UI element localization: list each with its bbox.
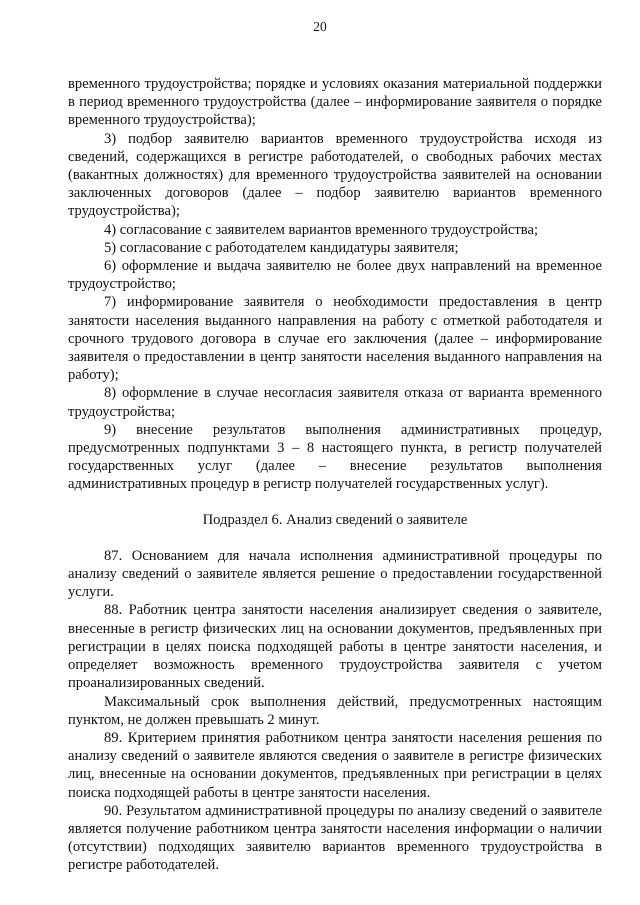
paragraph-item-5: 5) согласование с работодателем кандидатуры заявителя; — [104, 239, 459, 256]
paragraph-89: 89. Критерием принятия работником центра занятости населения решения по анализу сведений о заявителе являются сведения о заявителе в регистре физических лиц, внесенные на основании документов, предъявленных при регистрации в целях поиска подходящей работы в центре занятости населения. — [68, 729, 602, 801]
paragraph-item-9: 9) внесение результатов выполнения административных процедур, предусмотренных подпунктами 3 – 8 настоящего пункта, в регистр получателей государственных услуг (далее – внесение результатов выполнения административных процедур в регистр получателей государственных услуг). — [68, 421, 602, 493]
paragraph-continuation: временного трудоустройства; порядке и условиях оказания материальной поддержки в период временного трудоустройства (далее – информирование заявителя о порядке временного трудоустройства); — [68, 76, 602, 129]
paragraph-88-deadline: Максимальный срок выполнения действий, предусмотренных настоящим пунктом, не должен превышать 2 минут. — [68, 693, 602, 728]
page-number: 20 — [313, 19, 327, 34]
paragraph-item-6: 6) оформление и выдача заявителю не более двух направлений на временное трудоустройство; — [68, 258, 602, 293]
paragraph-87: 87. Основанием для начала исполнения административной процедуры по анализу сведений о заявителе является решение о предоставлении государственной услуги. — [68, 547, 602, 601]
paragraph-item-4: 4) согласование с заявителем вариантов временного трудоустройства; — [104, 221, 539, 238]
paragraph-item-8: 8) оформление в случае несогласия заявителя отказа от варианта временного трудоустройства; — [68, 385, 602, 420]
paragraph-item-3: 3) подбор заявителю вариантов временного трудоустройства исходя из сведений, содержащихся в регистре работодателей, о свободных рабочих местах (вакантных должностях) для временного трудоустройства заявителей на основании заключенных договоров (далее – подбор заявителю вариантов временного трудоустройства); — [68, 130, 602, 220]
document-body — [68, 75, 602, 875]
section-heading: Подраздел 6. Анализ сведений о заявителе — [202, 511, 468, 528]
paragraph-88: 88. Работник центра занятости населения анализирует сведения о заявителе, внесенные в регистр физических лиц на основании документов, предъявленных при регистрации в целях поиска подходящей работы в центре занятости населения, и определяет возможность временного трудоустройства заявителя с учетом проанализированных сведений. — [68, 602, 602, 692]
paragraph-90: 90. Результатом административной процедуры по анализу сведений о заявителе является получение работником центра занятости населения информации о наличии (отсутствии) подходящих заявителю вариантов временного трудоустройства в регистре работодателей. — [68, 802, 602, 874]
paragraph-item-7: 7) информирование заявителя о необходимости предоставления в центр занятости населения выданного направления на работу с отметкой работодателя и срочного трудового договора в случае его заключения (далее – информирование заявителя о предоставлении в центр занятости населения выданного направления на работу); — [68, 294, 602, 384]
